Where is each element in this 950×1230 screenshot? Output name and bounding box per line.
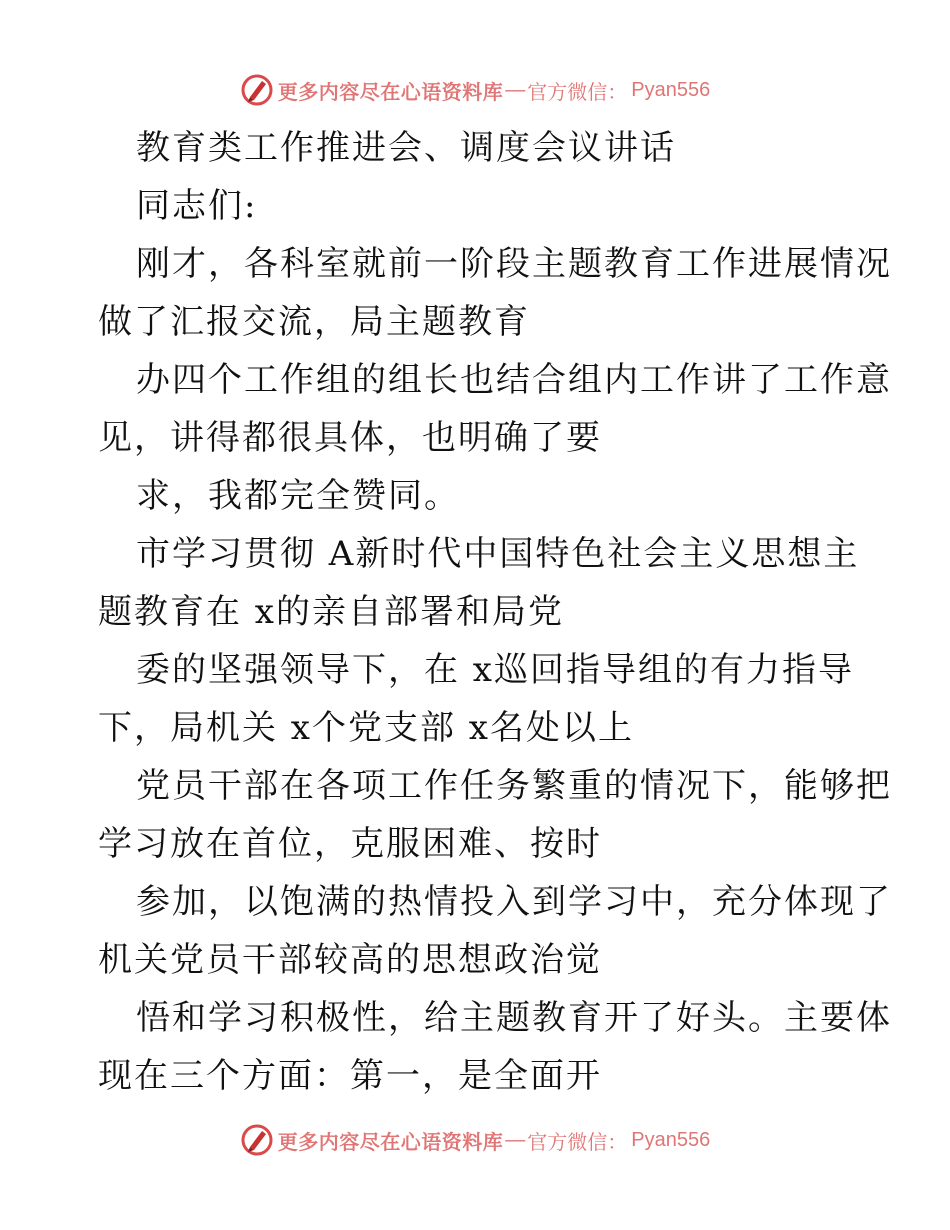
watermark-header: [0, 70, 950, 110]
text-line: 求，我都完全赞同。: [136, 476, 460, 516]
watermark-contact-id: Pyan556: [631, 78, 711, 101]
text-line: 委的坚强领导下，在 x巡回指导组的有力指导: [136, 650, 854, 690]
watermark-text: 更多内容尽在心语资料库: [277, 79, 504, 104]
watermark-contact-label: 官方微信：: [527, 1129, 628, 1154]
text-line: 市学习贯彻 A新时代中国特色社会主义思想主: [136, 534, 860, 574]
watermark-contact-label: 官方微信：: [527, 79, 628, 104]
watermark-footer: [0, 1120, 950, 1160]
pen-logo-icon: [240, 73, 274, 107]
text-line: 刚才，各科室就前一阶段主题教育工作进展情况: [136, 244, 892, 284]
text-line: 现在三个方面：第一，是全面开: [98, 1056, 602, 1096]
pen-logo-icon: [240, 1123, 274, 1157]
text-line: 做了汇报交流，局主题教育: [98, 302, 530, 342]
text-line: 学习放在首位，克服困难、按时: [98, 824, 602, 864]
salutation: 同志们:: [136, 186, 258, 226]
text-line: 参加，以饱满的热情投入到学习中，充分体现了: [136, 882, 892, 922]
text-line: 题教育在 x的亲自部署和局党: [98, 592, 564, 632]
watermark-separator: —: [505, 78, 526, 101]
text-line: 悟和学习积极性，给主题教育开了好头。主要体: [136, 998, 892, 1038]
text-line: 党员干部在各项工作任务繁重的情况下，能够把: [136, 766, 892, 806]
document-title: 教育类工作推进会、调度会议讲话: [136, 128, 676, 168]
text-line: 机关党员干部较高的思想政治觉: [98, 940, 602, 980]
text-line: 办四个工作组的组长也结合组内工作讲了工作意: [136, 360, 892, 400]
watermark-text: 更多内容尽在心语资料库: [277, 1129, 504, 1154]
text-line: 见，讲得都很具体，也明确了要: [98, 418, 602, 458]
text-line: 下，局机关 x个党支部 x名处以上: [98, 708, 634, 748]
watermark-separator: —: [505, 1128, 526, 1151]
watermark-contact-id: Pyan556: [631, 1128, 711, 1151]
document-body: [98, 119, 892, 1105]
